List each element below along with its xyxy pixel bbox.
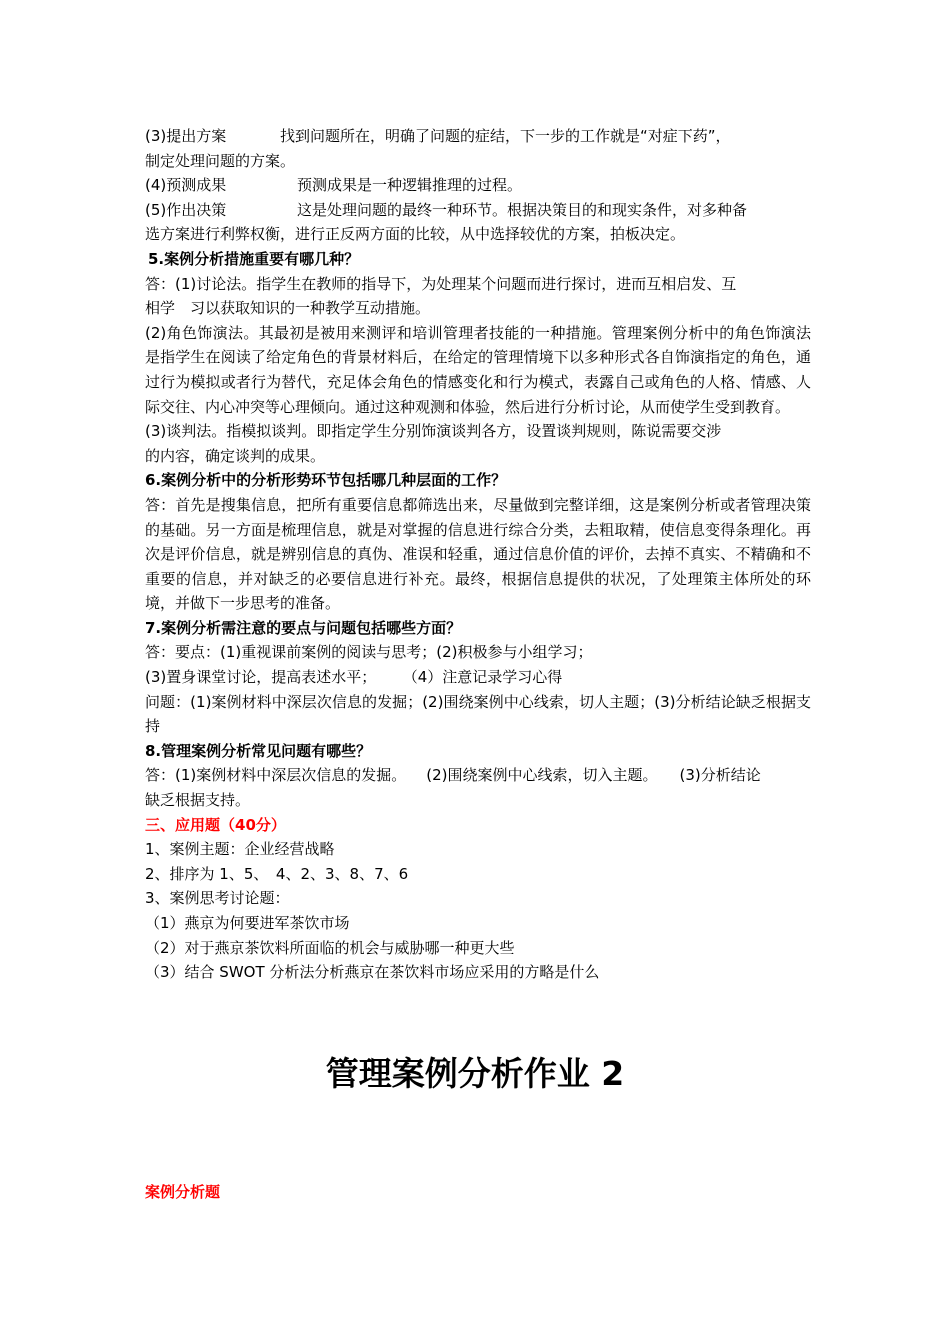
- q5-answer-3-line-1: (3)谈判法。指模拟谈判。即指定学生分别饰演谈判各方，设置谈判规则，陈说需要交涉: [145, 422, 722, 441]
- q7-point-4: （4）注意记录学习心得: [410, 668, 563, 687]
- q6-answer: 答：首先是搜集信息，把所有重要信息都筛选出来，尽量做到完整详细，这是案例分析或者管理决策的基础。另一方面是梳理信息，就是对掌握的信息进行综合分类，去粗取精，使信息变得条理化。再次是评价信息，就是辨别信息的真伪、准误和轻重，通过信息价值的评价，去掉不真实、不精确和不重要的信息，并对缺乏的必要信息进行补充。最终，根据信息提供的状况，了处理策主体所处的环境，并做下一步思考的准备。: [145, 495, 811, 613]
- part3-item: 1、案例主题：企业经营战略: [145, 840, 335, 859]
- q8-point-1: 答：(1)案例材料中深层次信息的发掘。: [145, 766, 407, 785]
- section-label: 案例分析题: [145, 1183, 221, 1201]
- step-4-text: 预测成果是一种逻辑推理的过程。: [297, 176, 523, 195]
- document-title: 管理案例分析作业 2: [325, 1054, 625, 1093]
- q8-point-3: (3)分析结论: [679, 766, 761, 785]
- step-4-label: (4)预测成果: [145, 176, 227, 195]
- q5-answer-2: (2)角色饰演法。其最初是被用来测评和培训管理者技能的一种措施。管理案例分析中的角色饰演法是指学生在阅读了给定角色的背景材料后，在给定的管理情境下以多种形式各自饰演指定的角色，通过行为模拟或者行为替代，充足体会角色的情感变化和行为模式，表露自己或角色的人格、情感、人际交往、内心冲突等心理倾向。通过这种观测和体验，然后进行分析讨论，从而使学生受到教育。: [145, 323, 811, 416]
- q5-answer-1-line-1: 答：(1)讨论法。指学生在教师的指导下，为处理某个问题而进行探讨，进而互相启发、互: [145, 274, 737, 293]
- q5-heading: 5.案例分析措施重要有哪几种？: [148, 249, 360, 268]
- step-3-label: (3)提出方案: [145, 127, 227, 145]
- q7-line-2: [145, 665, 811, 690]
- q7-line-1: 答：要点：(1)重视课前案例的阅读与思考；(2)积极参与小组学习；: [145, 643, 593, 662]
- part3-item: （2）对于燕京茶饮料所面临的机会与威胁哪一种更大些: [145, 938, 515, 957]
- q8-heading: 8.管理案例分析常见问题有哪些？: [145, 741, 372, 760]
- q7-point-3: (3)置身课堂讨论，提高表述水平；: [145, 668, 377, 687]
- q7-line-3: 问题：(1)案例材料中深层次信息的发掘；(2)围绕案例中心线索，切人主题；(3)分析结论缺乏根据支持: [145, 692, 811, 736]
- q8-point-2: (2)围绕案例中心线索，切入主题。: [426, 766, 658, 785]
- q7-heading: 7.案例分析需注意的要点与问题包括哪些方面？: [145, 618, 462, 637]
- q5-answer-1-line-2: 相学 习以获取知识的一种教学互动措施。: [145, 299, 431, 318]
- q8-line-1: [145, 763, 811, 788]
- step-3: [145, 124, 811, 149]
- part3-item: 3、案例思考讨论题：: [145, 889, 290, 908]
- q5-answer-3-line-2: 的内容，确定谈判的成果。: [145, 446, 326, 465]
- q8-line-2: 缺乏根据支持。: [145, 791, 251, 810]
- part3-item: （3）结合 SWOT 分析法分析燕京在茶饮料市场应采用的方略是什么: [145, 963, 600, 982]
- part3-heading: 三、应用题（40分）: [145, 815, 286, 834]
- step-3-text: 找到问题所在，明确了问题的症结，下一步的工作就是“对症下药”，: [280, 127, 731, 145]
- step-5-cont: 选方案进行利弊权衡，进行正反两方面的比较，从中选择较优的方案，拍板决定。: [145, 225, 686, 244]
- part3-item: 2、排序为 1、5、 4、2、3、8、7、6: [145, 864, 409, 883]
- document-body: [145, 124, 811, 985]
- step-5-label: (5)作出决策: [145, 200, 227, 219]
- part3-item: （1）燕京为何要进军茶饮市场: [145, 914, 350, 932]
- step-3-cont: 制定处理问题的方案。: [145, 151, 296, 170]
- step-5: [145, 198, 811, 223]
- step-5-text: 这是处理问题的最终一种环节。根据决策目的和现实条件，对多种备: [297, 200, 748, 219]
- q6-heading: 6.案例分析中的分析形势环节包括哪几种层面的工作？: [145, 471, 507, 490]
- step-4: [145, 173, 811, 198]
